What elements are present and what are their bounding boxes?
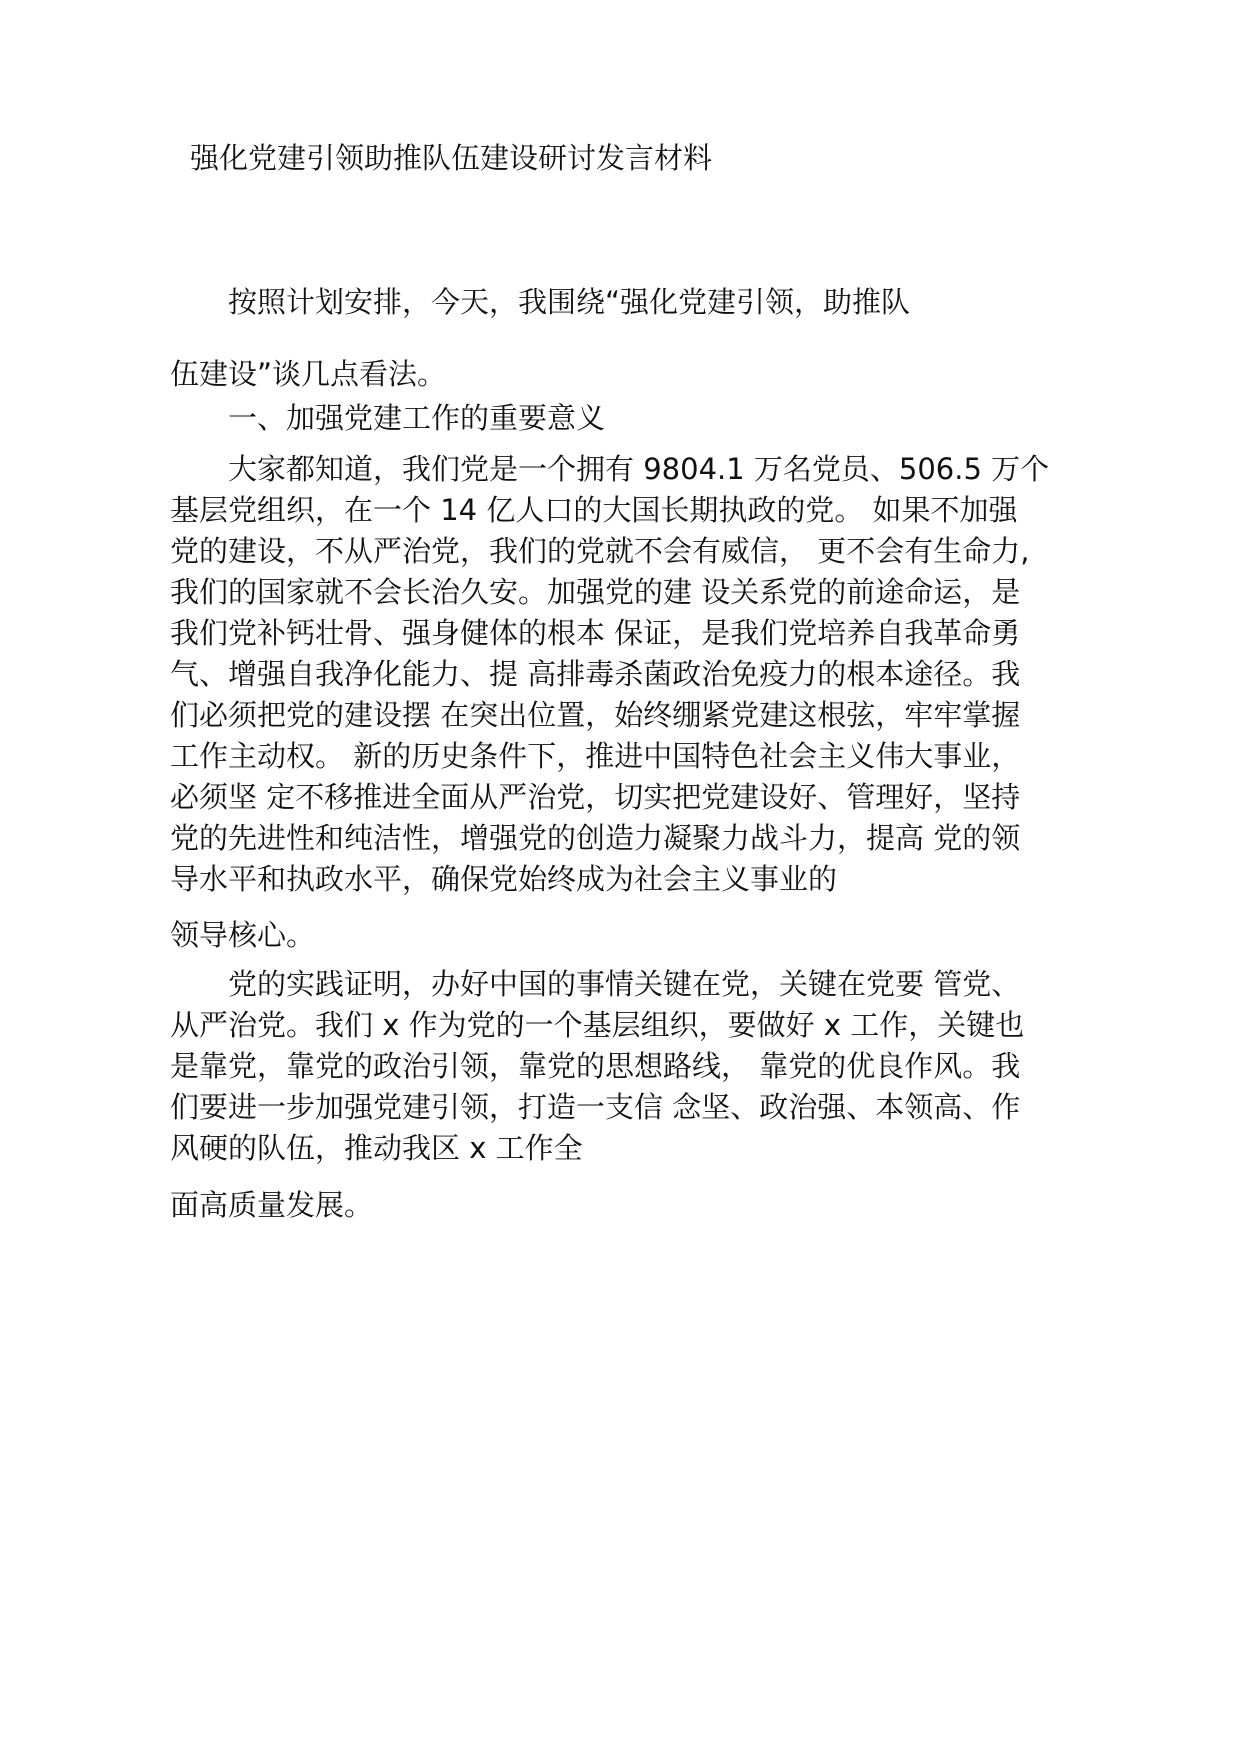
paragraph-line: 党的实践证明，办好中国的事情关键在党，关键在党要 管党、 bbox=[228, 967, 1021, 1001]
paragraph-line: 我们党补钙壮骨、强身健体的根本 保证，是我们党培养自我革命勇 bbox=[170, 616, 1021, 650]
paragraph-line: 基层党组织，在一个 14 亿人口的大国长期执政的党。 如果不加强 bbox=[170, 493, 1018, 527]
paragraph-line: 大家都知道，我们党是一个拥有 9804.1 万名党员、506.5 万个 bbox=[228, 452, 1050, 486]
document-title: 强化党建引领助推队伍建设研讨发言材料 bbox=[190, 141, 713, 175]
paragraph-line: 按照计划安排，今天，我围绕“强化党建引领，助推队 bbox=[228, 285, 911, 319]
paragraph-line: 们要进一步加强党建引领，打造一支信 念坚、政治强、本领高、作 bbox=[170, 1090, 1021, 1124]
paragraph-line: 风硬的队伍，推动我区 x 工作全 bbox=[170, 1131, 583, 1165]
paragraph-line: 党的先进性和纯洁性，增强党的创造力凝聚力战斗力，提高 党的领 bbox=[170, 821, 1021, 855]
paragraph-line: 我们的国家就不会长治久安。加强党的建 设关系党的前途命运，是 bbox=[170, 575, 1021, 609]
paragraph-line: 面高质量发展。 bbox=[170, 1188, 374, 1222]
paragraph-line: 导水平和执政水平，确保党始终成为社会主义事业的 bbox=[170, 862, 838, 896]
paragraph-line: 领导核心。 bbox=[170, 918, 316, 952]
paragraph-line: 们必须把党的建设摆 在突出位置，始终绷紧党建这根弦，牢牢掌握 bbox=[170, 698, 1021, 732]
paragraph-line: 工作主动权。 新的历史条件下，推进中国特色社会主义伟大事业， bbox=[170, 739, 1021, 773]
paragraph-line: 从严治党。我们 x 作为党的一个基层组织，要做好 x 工作，关键也 bbox=[170, 1008, 1025, 1042]
paragraph-line: 伍建设”谈几点看法。 bbox=[170, 357, 447, 391]
paragraph-line: 是靠党，靠党的政治引领，靠党的思想路线， 靠党的优良作风。我 bbox=[170, 1049, 1021, 1083]
paragraph-line: 必须坚 定不移推进全面从严治党，切实把党建设好、管理好，坚持 bbox=[170, 780, 1021, 814]
paragraph-line: 党的建设，不从严治党，我们的党就不会有威信， 更不会有生命力, bbox=[170, 534, 1030, 568]
paragraph-line: 气、增强自我净化能力、提 高排毒杀菌政治免疫力的根本途径。我 bbox=[170, 657, 1021, 691]
section-heading: 一、加强党建工作的重要意义 bbox=[228, 401, 606, 435]
